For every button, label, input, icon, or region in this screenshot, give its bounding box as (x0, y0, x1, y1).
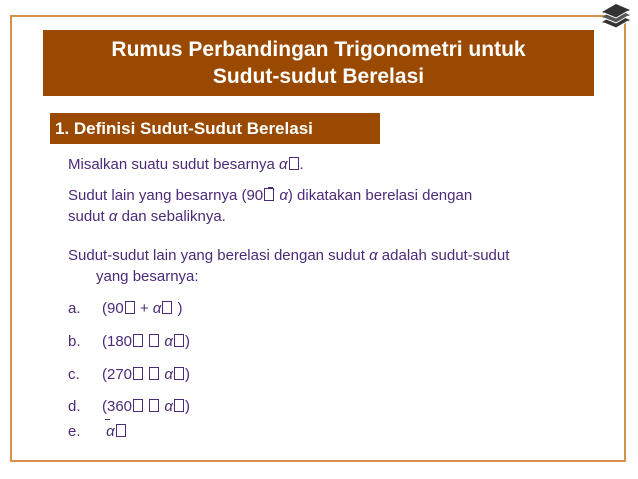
p3-line-2: yang besarnya: (96, 268, 199, 285)
p3-alpha: α (369, 247, 378, 264)
list-item-b (68, 331, 190, 352)
minus-missing-glyph-icon (264, 188, 274, 201)
list-alpha: α (164, 398, 173, 415)
list-pre: (360 (102, 398, 133, 415)
p1-end: . (299, 156, 304, 173)
p2-text-b: ) dikatakan berelasi dengan (287, 187, 473, 204)
section-heading (50, 113, 380, 144)
minus-missing-glyph-icon (149, 367, 159, 380)
paragraph-1 (68, 154, 304, 175)
list-post: ) (184, 333, 190, 350)
minus-missing-glyph-icon (149, 399, 159, 412)
list-item-c (68, 364, 190, 385)
list-mid: + (135, 300, 153, 317)
book-stack-icon (600, 4, 632, 32)
list-pre: (180 (102, 333, 133, 350)
list-mid (144, 366, 148, 383)
list-item-d (68, 396, 190, 417)
list-letter: a. (68, 300, 81, 317)
degree-missing-glyph-icon (174, 334, 184, 347)
slide-title (43, 30, 594, 96)
degree-missing-glyph-icon (133, 399, 143, 412)
minus-missing-glyph-icon (149, 334, 159, 347)
minus-mark-icon (102, 421, 106, 442)
list-pre: (90 (102, 300, 124, 317)
list-alpha: α (164, 333, 173, 350)
list-letter: c. (68, 366, 80, 383)
list-alpha: α (106, 423, 115, 440)
title-line-2: Sudut-sudut Berelasi (212, 65, 425, 88)
list-letter: e. (68, 423, 81, 440)
degree-missing-glyph-icon (125, 301, 135, 314)
p2-line2-alpha: α (108, 208, 118, 225)
list-item-e (68, 421, 127, 442)
degree-missing-glyph-icon (174, 399, 184, 412)
p2-line2-a: sudut (68, 208, 109, 225)
list-alpha: α (164, 366, 173, 383)
degree-missing-glyph-icon (174, 367, 184, 380)
list-letter: b. (68, 333, 81, 350)
list-item-a (68, 298, 183, 319)
p2-text-a: Sudut lain yang besarnya (90 (68, 187, 264, 204)
section-heading-text: 1. Definisi Sudut-Sudut Berelasi (55, 118, 313, 138)
p3-text-a: Sudut-sudut lain yang berelasi dengan sudut (68, 247, 370, 264)
list-post: ) (184, 366, 190, 383)
degree-missing-glyph-icon (162, 301, 172, 314)
p3-text-b: adalah sudut-sudut (377, 247, 510, 264)
list-mid (144, 333, 148, 350)
paragraph-2 (68, 185, 472, 227)
degree-missing-glyph-icon (133, 367, 143, 380)
title-line-1: Rumus Perbandingan Trigonometri untuk (111, 38, 526, 61)
list-post: ) (184, 398, 190, 415)
p2-alpha: α (279, 187, 288, 204)
list-pre: (270 (102, 366, 133, 383)
p1-text: Misalkan suatu sudut besarnya (68, 156, 279, 173)
degree-missing-glyph-icon (133, 334, 143, 347)
paragraph-3 (68, 245, 509, 287)
list-post: ) (173, 300, 183, 317)
list-mid (144, 398, 148, 415)
p2-line2-b: dan sebaliknya. (117, 208, 226, 225)
p1-alpha: α (278, 156, 288, 173)
missing-glyph-icon (289, 157, 299, 170)
list-alpha: α (152, 300, 162, 317)
degree-missing-glyph-icon (116, 424, 126, 437)
list-letter: d. (68, 398, 81, 415)
